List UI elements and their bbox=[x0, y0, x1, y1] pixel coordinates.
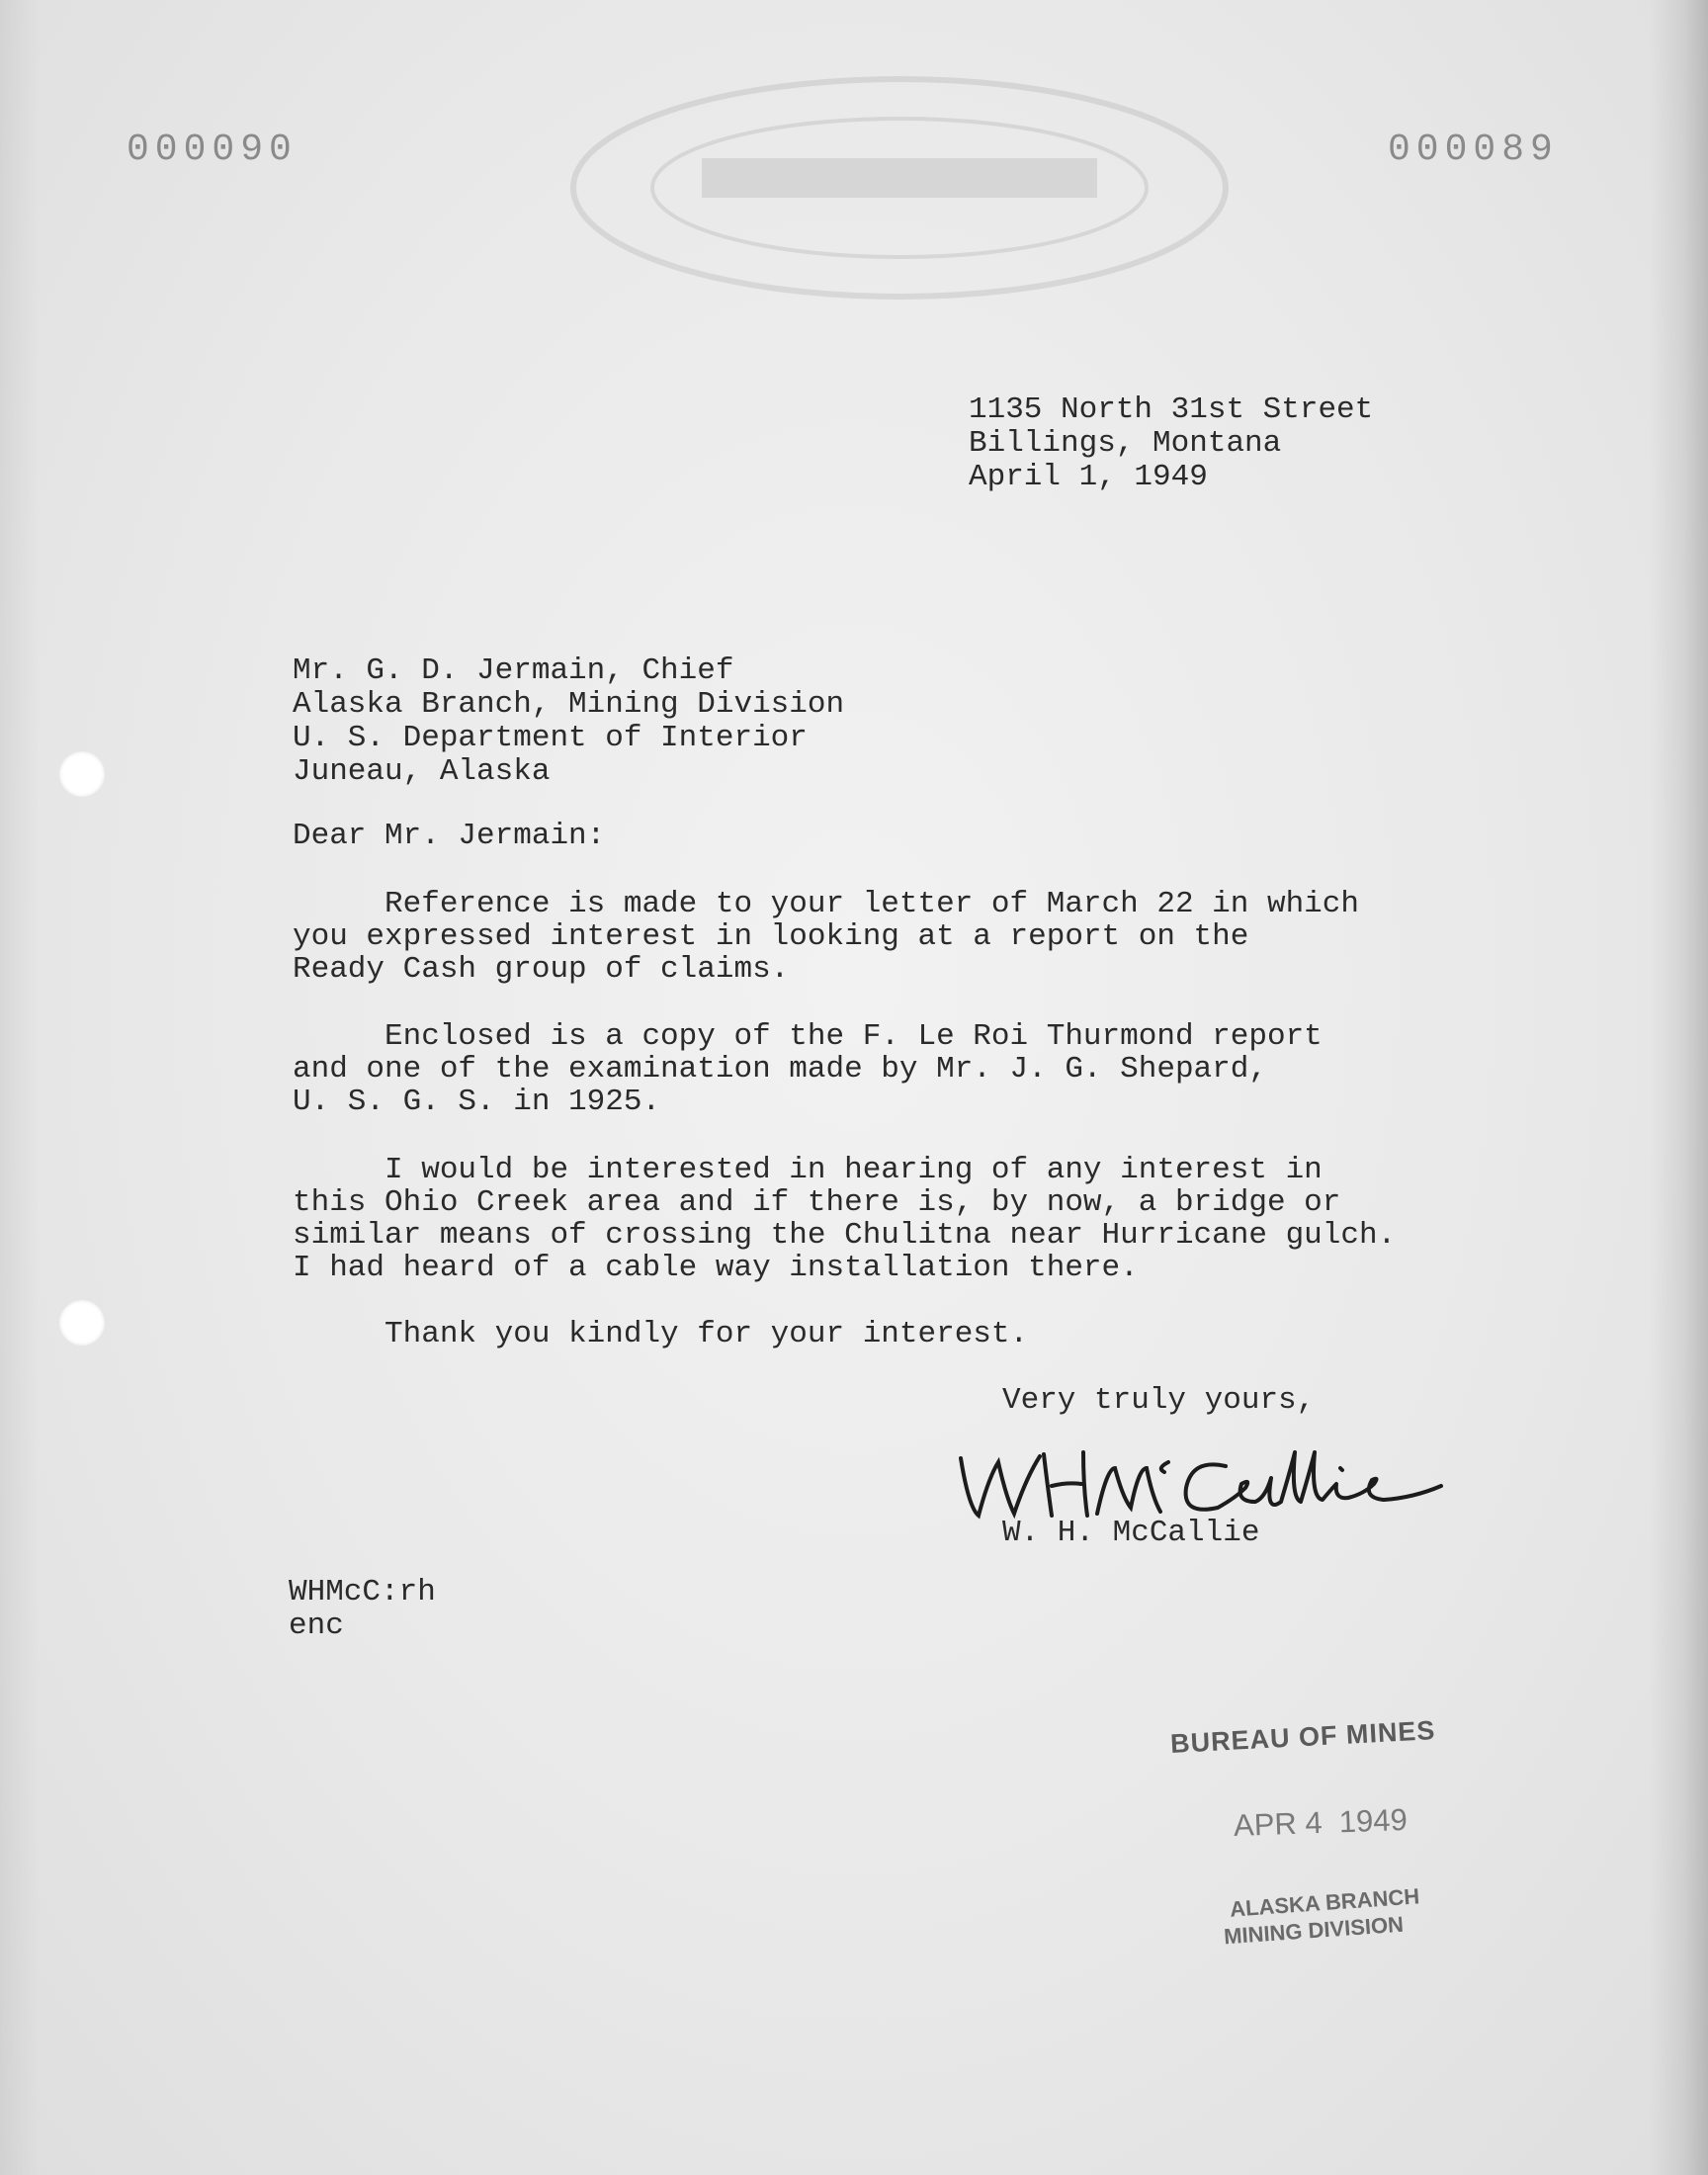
scan-shadow-left bbox=[0, 0, 40, 2175]
page-number-left: 000090 bbox=[127, 129, 298, 171]
body-line: similar means of crossing the Chulitna near Hurricane gulch. bbox=[293, 1218, 1397, 1253]
punch-hole-bottom bbox=[59, 1300, 105, 1346]
body-line: I had heard of a cable way installation there. bbox=[293, 1251, 1139, 1285]
handwritten-signature bbox=[949, 1438, 1443, 1527]
received-stamp-office: BUREAU OF MINES bbox=[1169, 1714, 1437, 1760]
body-line: and one of the examination made by Mr. J. G. Shepard, bbox=[293, 1052, 1267, 1087]
received-stamp-division: MINING DIVISION bbox=[1223, 1911, 1405, 1950]
reference-initials: WHMcC:rh bbox=[289, 1575, 436, 1610]
body-line: Ready Cash group of claims. bbox=[293, 952, 790, 987]
body-line: U. S. G. S. in 1925. bbox=[293, 1085, 661, 1119]
body-line: I would be interested in hearing of any interest in bbox=[293, 1153, 1323, 1187]
body-line: you expressed interest in looking at a report on the bbox=[293, 919, 1249, 954]
sender-city: Billings, Montana bbox=[969, 426, 1282, 461]
body-line: this Ohio Creek area and if there is, by now, a bridge or bbox=[293, 1185, 1341, 1220]
page-number-right: 000089 bbox=[1388, 129, 1559, 171]
received-stamp-date: APR 4 1949 bbox=[1233, 1801, 1409, 1844]
body-line: Thank you kindly for your interest. bbox=[293, 1317, 1029, 1351]
body-line: Reference is made to your letter of March 22 in which bbox=[293, 887, 1359, 921]
enclosure-note: enc bbox=[289, 1609, 344, 1643]
recipient-city: Juneau, Alaska bbox=[293, 754, 551, 789]
bleed-through-watermark bbox=[554, 59, 1245, 316]
received-stamp-branch: ALASKA BRANCH bbox=[1229, 1883, 1420, 1922]
recipient-branch: Alaska Branch, Mining Division bbox=[293, 687, 845, 722]
punch-hole-top bbox=[59, 751, 105, 797]
letter-date: April 1, 1949 bbox=[969, 460, 1208, 494]
closing: Very truly yours, bbox=[1002, 1383, 1316, 1418]
signer-name: W. H. McCallie bbox=[1002, 1516, 1260, 1550]
sender-street: 1135 North 31st Street bbox=[969, 392, 1374, 427]
recipient-department: U. S. Department of Interior bbox=[293, 721, 808, 755]
recipient-name: Mr. G. D. Jermain, Chief bbox=[293, 653, 734, 688]
salutation: Dear Mr. Jermain: bbox=[293, 819, 606, 853]
body-line: Enclosed is a copy of the F. Le Roi Thurmond report bbox=[293, 1019, 1323, 1054]
scan-shadow-right bbox=[1649, 0, 1708, 2175]
